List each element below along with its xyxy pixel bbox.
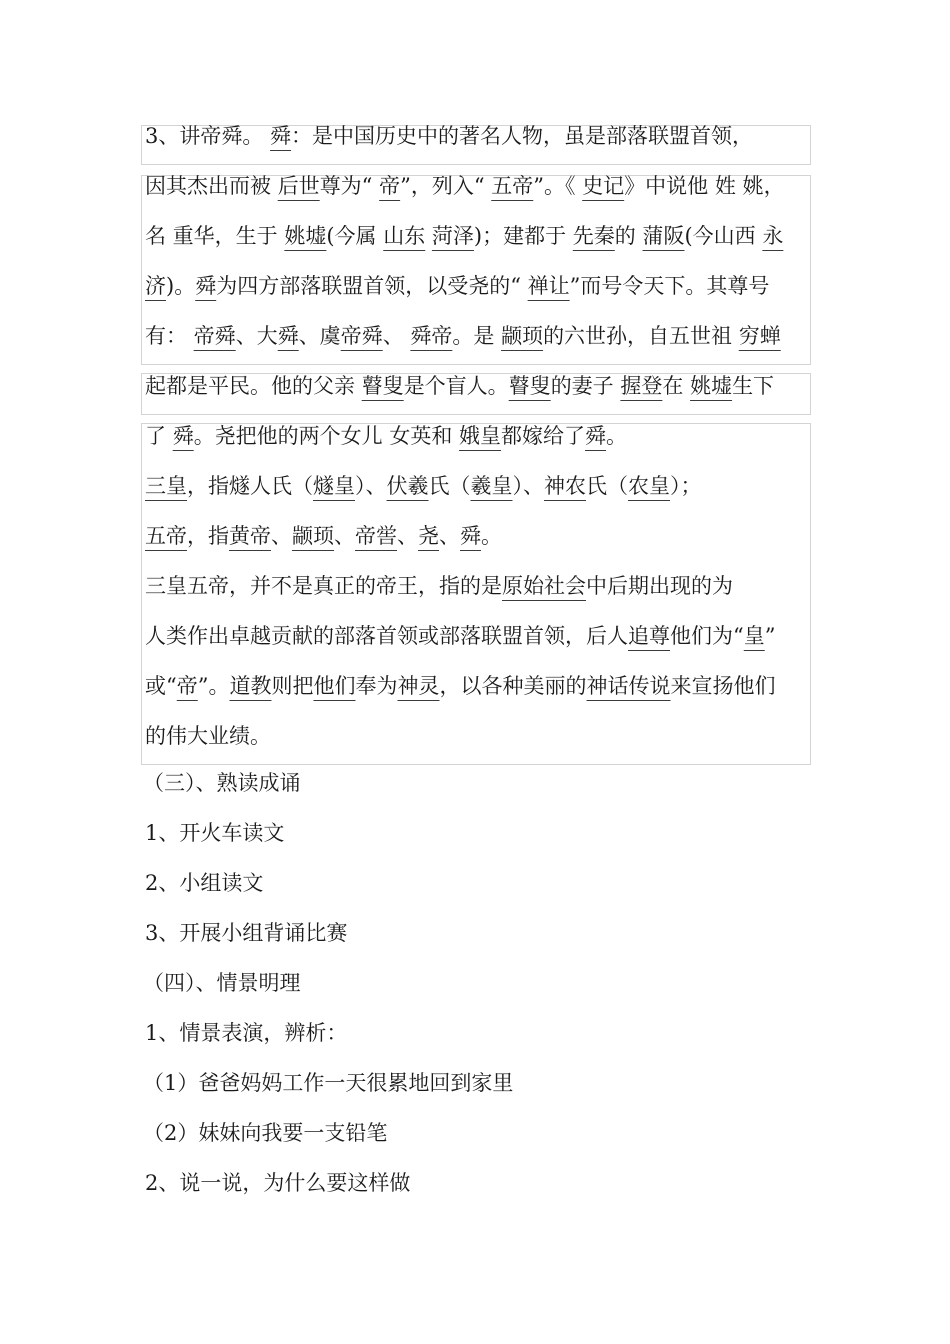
underlined-term: 帝 [379, 174, 401, 198]
text-segment: ，指 [187, 524, 229, 548]
text-segment: 因其杰出而被 [145, 174, 278, 198]
underlined-term: 皇 [743, 624, 765, 648]
text-line [145, 721, 271, 751]
underlined-term: 伏羲 [386, 474, 429, 498]
text-line [145, 371, 774, 401]
text-segment: 中后期出现的为 [586, 574, 733, 598]
underlined-term: 舜 [270, 124, 292, 148]
text-segment: 。尧把他的两个女儿 女英和 [193, 424, 460, 448]
underlined-term: 姚墟 [284, 224, 327, 248]
text-segment: 是个盲人。 [403, 374, 509, 398]
text-segment: 。 [606, 424, 628, 448]
text-line: （三）、熟读成诵 [143, 771, 301, 795]
text-line: 1、情景表演，辨析： [145, 1021, 348, 1045]
text-segment: 氏（ [428, 474, 471, 498]
underlined-term: 穷蝉 [738, 324, 781, 348]
text-line: 2、小组读文 [145, 871, 264, 895]
text-segment: ）； [670, 474, 702, 498]
text-line [145, 471, 702, 501]
text-segment: ”，列入“ [400, 174, 492, 198]
text-segment: (今属 [326, 224, 384, 248]
underlined-term: 蒲阪 [642, 224, 685, 248]
underlined-term: 羲皇 [470, 474, 513, 498]
text-line [145, 171, 785, 201]
underlined-term: 舜 [172, 424, 194, 448]
underlined-term: 瞽叟 [361, 374, 404, 398]
text-segment: 名 重华，生于 [145, 224, 285, 248]
underlined-term: 尧 [418, 524, 439, 548]
text-segment: ”。《 [533, 174, 583, 198]
text-line [145, 321, 781, 351]
text-segment: 都嫁给了 [501, 424, 586, 448]
text-segment: 。是 [452, 324, 502, 348]
underlined-term: 颛顼 [501, 324, 544, 348]
text-segment: ”。 [197, 674, 230, 698]
text-segment: ：是中国历史中的著名人物，虽是部落联盟首领， [291, 124, 754, 148]
text-segment: )；建都于 [473, 224, 573, 248]
underlined-term: 史记 [582, 174, 625, 198]
underlined-term: 帝 [176, 674, 198, 698]
text-segment: 有： [145, 324, 194, 348]
underlined-term: 舜 [277, 324, 299, 348]
underlined-term: 神话传说 [586, 674, 671, 698]
text-segment: ， [763, 174, 785, 198]
text-segment: 、 [271, 524, 292, 548]
text-line: （1）爸爸妈妈工作一天很累地回到家里 [143, 1071, 514, 1095]
underlined-term: 姚墟 [690, 374, 733, 398]
underlined-term: 禅让 [527, 274, 570, 298]
text-line: （2）妹妹向我要一支铅笔 [143, 1121, 388, 1145]
text-segment: 为四方部落联盟首领，以受尧的“ [216, 274, 528, 298]
text-segment: ” [764, 624, 776, 648]
text-segment: 、 [439, 524, 460, 548]
underlined-term: 舜帝 [410, 324, 453, 348]
text-segment: 、大 [235, 324, 278, 348]
underlined-term: 农皇 [628, 474, 670, 498]
text-line: （四）、情景明理 [143, 971, 301, 995]
text-segment: 的六世孙，自五世祖 [543, 324, 739, 348]
text-segment: 3、讲帝舜。 [145, 124, 271, 148]
text-line: 2、说一说，为什么要这样做 [145, 1171, 411, 1195]
text-segment: 、 [397, 524, 418, 548]
text-segment: 的伟大业绩。 [145, 724, 271, 748]
text-segment: 》中说他 [624, 174, 715, 198]
text-segment [425, 224, 432, 248]
underlined-term: 五帝 [145, 524, 187, 548]
text-line [145, 221, 783, 251]
text-line [145, 571, 733, 601]
text-segment: 、 [334, 524, 355, 548]
text-segment: ”而号令天下。其尊号 [569, 274, 770, 298]
text-segment: 的 [614, 224, 643, 248]
text-segment: 氏（ [586, 474, 628, 498]
text-segment: 生下 [732, 374, 775, 398]
underlined-term: 原始社会 [502, 574, 586, 598]
underlined-term: 永 [762, 224, 784, 248]
underlined-term: 瞽叟 [508, 374, 551, 398]
text-line [145, 671, 776, 701]
text-segment: 或“ [145, 674, 177, 698]
underlined-term: 舜 [195, 274, 217, 298]
underlined-term: 帝喾 [355, 524, 397, 548]
underlined-term: 济 [145, 274, 166, 298]
underlined-term: 舜 [585, 424, 607, 448]
underlined-term: 颛顼 [292, 524, 334, 548]
text-segment: 尊为“ [319, 174, 380, 198]
text-line: 3、开展小组背诵比赛 [145, 921, 348, 945]
underlined-term: 道教 [229, 674, 272, 698]
text-line: 1、开火车读文 [145, 821, 285, 845]
underlined-term: 先秦 [572, 224, 615, 248]
text-line [145, 621, 776, 651]
text-segment: 在 [662, 374, 691, 398]
text-segment: )。 [166, 274, 196, 298]
text-segment: (今山西 [684, 224, 763, 248]
underlined-term: 山东 [383, 224, 426, 248]
underlined-term: 三皇 [145, 474, 187, 498]
text-segment: ）、 [512, 474, 544, 498]
text-segment: 奉为 [355, 674, 398, 698]
underlined-term: 黄帝 [229, 524, 271, 548]
text-segment: 了 [145, 424, 173, 448]
underlined-term: 他们 [313, 674, 356, 698]
underlined-term: 舜 [460, 524, 481, 548]
text-segment: ，以各种美丽的 [439, 674, 587, 698]
text-segment: 、虞 [298, 324, 341, 348]
text-segment: ）、 [355, 474, 387, 498]
text-line [145, 421, 627, 451]
text-segment: 三皇五帝，并不是真正的帝王，指的是 [145, 574, 502, 598]
text-segment: 、 [382, 324, 411, 348]
text-segment: 的妻子 [550, 374, 621, 398]
underlined-term: 握登 [620, 374, 663, 398]
underlined-term: 菏泽 [431, 224, 474, 248]
underlined-term: 五帝 [491, 174, 534, 198]
text-line [145, 121, 753, 151]
text-segment: ，指燧人氏（ [187, 474, 313, 498]
text-segment: 他们为“ [670, 624, 744, 648]
text-segment: 则把 [271, 674, 314, 698]
text-segment: 。 [481, 524, 502, 548]
text-segment: 来宣扬他们 [670, 674, 776, 698]
text-line [145, 521, 502, 551]
underlined-term: 帝舜 [340, 324, 383, 348]
text-segment: 人类作出卓越贡献的部落首领或部落联盟首领，后人 [145, 624, 628, 648]
text-segment: 起都是平民。他的父亲 [145, 374, 362, 398]
underlined-term: 娥皇 [459, 424, 502, 448]
underlined-term: 神灵 [397, 674, 440, 698]
underlined-term: 帝舜 [193, 324, 236, 348]
underlined-term: 燧皇 [313, 474, 355, 498]
text-line [145, 271, 769, 301]
underlined-term: 神农 [544, 474, 586, 498]
underlined-term: 后世 [277, 174, 320, 198]
text-segment: 姓 姚 [714, 174, 764, 198]
underlined-term: 追尊 [628, 624, 670, 648]
